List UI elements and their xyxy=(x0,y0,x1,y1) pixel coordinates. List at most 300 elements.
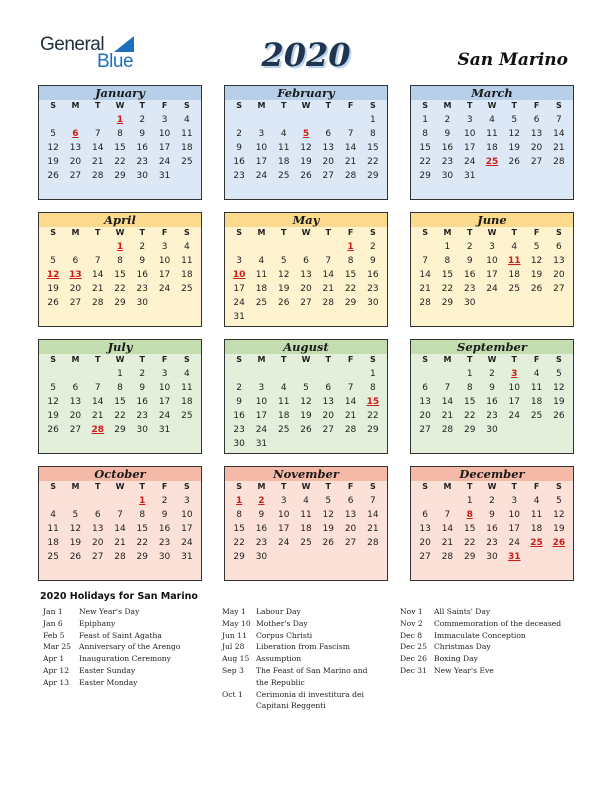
day-cell: 26 xyxy=(277,298,290,308)
day-cell: 7 xyxy=(422,256,428,266)
weekday-label: W xyxy=(487,228,497,237)
day-cell: 15 xyxy=(114,270,126,280)
day-cell: 19 xyxy=(47,284,59,294)
day-cell: 8 xyxy=(369,383,376,393)
day-cell: 1 xyxy=(422,115,428,125)
holiday-name: Epiphany xyxy=(79,618,116,628)
holiday-day-cell: 5 xyxy=(302,129,310,139)
day-cell: 8 xyxy=(117,256,123,266)
month-august xyxy=(224,339,388,454)
day-cell: 2 xyxy=(489,369,495,379)
day-cell: 16 xyxy=(367,270,379,280)
holiday-day-cell: 25 xyxy=(530,538,543,548)
day-cell: 11 xyxy=(277,143,290,153)
day-cell: 16 xyxy=(255,524,268,534)
day-cell: 4 xyxy=(183,242,190,252)
day-cell: 15 xyxy=(463,397,476,407)
month-july xyxy=(38,339,202,454)
day-cell: 15 xyxy=(233,524,245,534)
holiday-day-cell: 6 xyxy=(72,129,79,139)
day-cell: 17 xyxy=(277,524,290,534)
weekday-label: F xyxy=(533,355,540,364)
day-cell: 7 xyxy=(555,115,562,125)
day-cell: 23 xyxy=(463,284,476,294)
holiday-day-cell: 3 xyxy=(511,369,518,379)
day-cell: 30 xyxy=(367,298,379,308)
day-cell: 9 xyxy=(236,397,242,407)
day-cell: 31 xyxy=(181,552,193,562)
holiday-entry xyxy=(43,606,203,618)
day-cell: 12 xyxy=(553,510,565,520)
empty-day-cell xyxy=(87,367,109,381)
holiday-date: Aug 15 xyxy=(222,654,250,664)
weekday-label: T xyxy=(139,355,146,364)
weekday-label: T xyxy=(466,101,473,110)
holiday-name: Easter Sunday xyxy=(79,665,136,675)
weekday-label: T xyxy=(139,101,146,110)
day-cell: 30 xyxy=(136,298,148,308)
weekday-label: S xyxy=(422,355,429,364)
holiday-day-cell: 28 xyxy=(91,425,104,435)
holiday-entry xyxy=(400,665,575,677)
day-cell: 11 xyxy=(530,383,543,393)
holiday-date: Nov 1 xyxy=(400,607,423,616)
month-title: January xyxy=(39,86,201,100)
empty-day-cell xyxy=(109,494,131,508)
day-cell: 30 xyxy=(486,552,498,562)
holiday-day-cell: 25 xyxy=(485,157,499,167)
weekday-label: W xyxy=(487,355,497,364)
day-cell: 18 xyxy=(47,538,59,548)
holiday-day-cell: 15 xyxy=(366,397,380,407)
day-cell: 27 xyxy=(344,538,357,548)
day-cell: 3 xyxy=(183,496,190,506)
day-cell: 9 xyxy=(236,143,242,153)
day-grid xyxy=(225,367,387,451)
day-cell: 14 xyxy=(322,270,334,280)
day-cell: 4 xyxy=(533,496,540,506)
day-grid xyxy=(411,240,573,310)
weekday-label: M xyxy=(443,482,452,491)
day-cell: 29 xyxy=(367,425,379,435)
day-cell: 1 xyxy=(466,496,473,506)
holiday-entry xyxy=(222,618,380,630)
day-cell: 20 xyxy=(300,284,312,294)
weekday-label: T xyxy=(511,101,518,110)
day-cell: 21 xyxy=(419,284,431,294)
day-cell: 2 xyxy=(236,129,242,139)
day-cell: 30 xyxy=(136,425,148,435)
day-cell: 15 xyxy=(419,143,431,153)
empty-day-cell xyxy=(64,113,86,127)
day-cell: 7 xyxy=(444,510,451,520)
weekday-label: T xyxy=(139,482,146,491)
day-cell: 18 xyxy=(508,270,520,280)
day-cell: 22 xyxy=(463,538,476,548)
day-cell: 15 xyxy=(441,270,454,280)
day-cell: 21 xyxy=(441,538,454,548)
day-cell: 29 xyxy=(136,552,148,562)
weekday-label: S xyxy=(422,228,429,237)
holiday-day-cell: 12 xyxy=(46,270,60,280)
day-cell: 22 xyxy=(367,411,379,421)
day-cell: 6 xyxy=(72,383,79,393)
day-cell: 13 xyxy=(419,524,431,534)
day-cell: 14 xyxy=(114,524,126,534)
holiday-list-column-2 xyxy=(222,606,380,712)
country-name: San Marino xyxy=(457,50,568,70)
empty-day-cell xyxy=(64,240,86,254)
day-cell: 13 xyxy=(91,524,104,534)
day-cell: 17 xyxy=(158,143,171,153)
day-cell: 1 xyxy=(444,242,451,252)
empty-day-cell xyxy=(228,367,250,381)
month-title: June xyxy=(411,213,573,227)
day-cell: 11 xyxy=(255,270,268,280)
day-cell: 5 xyxy=(555,496,562,506)
empty-day-cell xyxy=(436,494,458,508)
day-cell: 27 xyxy=(300,298,312,308)
day-cell: 18 xyxy=(300,524,312,534)
empty-day-cell xyxy=(317,113,339,127)
weekday-label: S xyxy=(236,101,243,110)
day-cell: 13 xyxy=(322,143,334,153)
day-cell: 30 xyxy=(441,171,454,181)
day-grid xyxy=(39,367,201,437)
weekday-label: W xyxy=(301,101,311,110)
weekday-label: S xyxy=(369,101,376,110)
holiday-date: May 10 xyxy=(222,618,251,628)
day-cell: 15 xyxy=(136,524,148,534)
weekday-header xyxy=(225,481,387,493)
day-cell: 19 xyxy=(530,270,543,280)
empty-day-cell xyxy=(295,113,317,127)
holiday-day-cell: 11 xyxy=(508,256,521,266)
day-cell: 12 xyxy=(69,524,82,534)
day-cell: 6 xyxy=(347,496,354,506)
day-cell: 23 xyxy=(233,171,245,181)
weekday-label: W xyxy=(487,482,497,491)
day-cell: 8 xyxy=(444,256,451,266)
day-cell: 9 xyxy=(139,256,146,266)
holiday-date: May 1 xyxy=(222,607,246,616)
day-cell: 23 xyxy=(486,538,498,548)
holiday-date: Jan 1 xyxy=(43,607,63,616)
day-cell: 26 xyxy=(47,171,59,181)
day-cell: 7 xyxy=(117,510,123,520)
holiday-day-cell: 1 xyxy=(236,496,243,506)
holiday-entry xyxy=(400,618,575,630)
day-cell: 1 xyxy=(466,369,473,379)
day-cell: 28 xyxy=(344,425,357,435)
holiday-date: Oct 1 xyxy=(222,689,243,699)
holiday-day-cell: 1 xyxy=(116,115,124,125)
holiday-entry xyxy=(43,630,203,642)
weekday-label: M xyxy=(71,355,80,364)
empty-day-cell xyxy=(64,367,86,381)
day-cell: 6 xyxy=(325,129,332,139)
holiday-name: Assumption xyxy=(256,654,302,664)
day-cell: 1 xyxy=(369,369,376,379)
holiday-name: Labour Day xyxy=(256,607,301,616)
day-cell: 9 xyxy=(369,256,376,266)
day-cell: 14 xyxy=(419,270,431,280)
day-cell: 10 xyxy=(255,397,268,407)
empty-day-cell xyxy=(250,367,272,381)
day-cell: 28 xyxy=(114,552,126,562)
empty-day-cell xyxy=(339,367,361,381)
day-cell: 3 xyxy=(511,496,518,506)
day-cell: 19 xyxy=(553,524,565,534)
day-cell: 24 xyxy=(486,284,498,294)
day-cell: 8 xyxy=(466,383,473,393)
day-cell: 21 xyxy=(91,157,104,167)
month-title: April xyxy=(39,213,201,227)
month-title: May xyxy=(225,213,387,227)
holiday-entry xyxy=(222,665,380,689)
day-cell: 27 xyxy=(530,157,543,167)
day-cell: 4 xyxy=(489,115,495,125)
day-cell: 16 xyxy=(136,270,148,280)
day-cell: 22 xyxy=(367,157,379,167)
holiday-entry xyxy=(43,641,203,653)
month-title: November xyxy=(225,467,387,481)
weekday-label: F xyxy=(347,228,354,237)
weekday-header xyxy=(39,354,201,366)
day-cell: 5 xyxy=(303,383,309,393)
weekday-label: W xyxy=(301,355,311,364)
weekday-label: M xyxy=(71,482,80,491)
day-cell: 14 xyxy=(91,143,104,153)
day-cell: 9 xyxy=(466,256,473,266)
day-cell: 7 xyxy=(347,129,354,139)
weekday-header xyxy=(411,354,573,366)
weekday-label: S xyxy=(369,482,376,491)
day-cell: 8 xyxy=(117,383,123,393)
holiday-list-column-1 xyxy=(43,606,203,689)
holiday-date: Dec 26 xyxy=(400,654,427,664)
holiday-entry xyxy=(400,630,575,642)
day-cell: 18 xyxy=(181,270,193,280)
day-cell: 3 xyxy=(258,129,265,139)
holiday-day-cell: 10 xyxy=(232,270,246,280)
day-cell: 16 xyxy=(136,143,148,153)
empty-day-cell xyxy=(317,240,339,254)
day-cell: 17 xyxy=(255,411,268,421)
day-cell: 16 xyxy=(486,397,498,407)
day-cell: 15 xyxy=(114,143,126,153)
day-cell: 28 xyxy=(367,538,379,548)
empty-day-cell xyxy=(295,240,317,254)
day-cell: 16 xyxy=(233,411,245,421)
holiday-name: Corpus Christi xyxy=(256,630,313,640)
day-cell: 28 xyxy=(91,298,104,308)
day-cell: 18 xyxy=(181,143,193,153)
day-cell: 23 xyxy=(486,411,498,421)
day-cell: 5 xyxy=(511,115,518,125)
weekday-label: S xyxy=(183,355,190,364)
day-cell: 3 xyxy=(161,242,168,252)
holiday-name: Mother's Day xyxy=(256,618,308,628)
day-cell: 20 xyxy=(419,411,431,421)
day-cell: 17 xyxy=(463,143,476,153)
day-grid xyxy=(225,240,387,324)
month-title: February xyxy=(225,86,387,100)
holiday-list-column-3 xyxy=(400,606,575,677)
empty-day-cell xyxy=(228,113,250,127)
holiday-entry xyxy=(43,618,203,630)
day-grid xyxy=(39,494,201,564)
day-cell: 3 xyxy=(489,242,495,252)
day-cell: 10 xyxy=(158,383,171,393)
day-cell: 18 xyxy=(486,143,498,153)
day-cell: 24 xyxy=(181,538,193,548)
day-cell: 30 xyxy=(158,552,171,562)
day-cell: 4 xyxy=(511,242,518,252)
day-cell: 5 xyxy=(280,256,287,266)
day-cell: 21 xyxy=(367,524,379,534)
holiday-entry xyxy=(400,641,575,653)
day-grid xyxy=(225,113,387,183)
day-cell: 4 xyxy=(183,369,190,379)
day-cell: 12 xyxy=(47,143,59,153)
weekday-label: M xyxy=(71,228,80,237)
day-cell: 29 xyxy=(114,298,126,308)
day-cell: 28 xyxy=(322,298,334,308)
day-cell: 8 xyxy=(117,129,123,139)
weekday-label: W xyxy=(301,228,311,237)
day-cell: 20 xyxy=(322,411,334,421)
day-cell: 25 xyxy=(277,171,290,181)
day-cell: 14 xyxy=(91,270,104,280)
day-cell: 5 xyxy=(555,369,562,379)
weekday-label: F xyxy=(533,101,540,110)
day-cell: 5 xyxy=(50,256,56,266)
day-cell: 26 xyxy=(553,411,565,421)
empty-day-cell xyxy=(317,367,339,381)
holiday-date: Mar 25 xyxy=(43,642,72,652)
weekday-label: T xyxy=(280,482,287,491)
day-cell: 6 xyxy=(555,242,562,252)
day-cell: 23 xyxy=(441,157,454,167)
day-cell: 7 xyxy=(94,383,101,393)
day-cell: 15 xyxy=(344,270,357,280)
weekday-label: S xyxy=(369,355,376,364)
day-cell: 18 xyxy=(181,397,193,407)
empty-day-cell xyxy=(250,240,272,254)
month-title: October xyxy=(39,467,201,481)
day-cell: 11 xyxy=(277,397,290,407)
weekday-header xyxy=(39,100,201,112)
holiday-day-cell: 31 xyxy=(508,552,521,562)
weekday-header xyxy=(411,227,573,239)
day-grid xyxy=(411,113,573,183)
day-cell: 11 xyxy=(181,256,193,266)
day-cell: 23 xyxy=(255,538,268,548)
day-cell: 27 xyxy=(419,552,431,562)
day-cell: 18 xyxy=(277,411,290,421)
weekday-label: T xyxy=(325,101,332,110)
day-cell: 12 xyxy=(322,510,334,520)
holiday-name: Liberation from Fascism xyxy=(256,642,350,652)
day-cell: 2 xyxy=(444,115,451,125)
day-cell: 26 xyxy=(322,538,334,548)
holiday-name: All Saints' Day xyxy=(434,607,491,616)
day-cell: 5 xyxy=(325,496,332,506)
weekday-label: S xyxy=(236,355,243,364)
day-cell: 25 xyxy=(47,552,59,562)
day-cell: 22 xyxy=(344,284,357,294)
day-cell: 13 xyxy=(530,129,543,139)
day-cell: 17 xyxy=(508,397,520,407)
day-cell: 26 xyxy=(530,284,543,294)
day-cell: 19 xyxy=(322,524,334,534)
empty-day-cell xyxy=(87,113,109,127)
day-cell: 26 xyxy=(300,425,312,435)
day-cell: 24 xyxy=(277,538,290,548)
day-cell: 20 xyxy=(419,538,431,548)
weekday-label: T xyxy=(94,482,101,491)
day-cell: 3 xyxy=(161,369,168,379)
day-cell: 8 xyxy=(236,510,242,520)
holidays-title: 2020 Holidays for San Marino xyxy=(40,591,198,602)
day-cell: 26 xyxy=(69,552,82,562)
empty-day-cell xyxy=(228,240,250,254)
weekday-label: W xyxy=(115,228,125,237)
day-cell: 14 xyxy=(91,397,104,407)
day-cell: 28 xyxy=(344,171,357,181)
empty-day-cell xyxy=(87,494,109,508)
weekday-label: F xyxy=(347,101,354,110)
empty-day-cell xyxy=(42,113,64,127)
empty-day-cell xyxy=(436,367,458,381)
empty-day-cell xyxy=(273,367,295,381)
day-cell: 30 xyxy=(486,425,498,435)
month-september xyxy=(410,339,574,454)
day-cell: 2 xyxy=(369,242,376,252)
day-cell: 3 xyxy=(258,383,265,393)
day-cell: 19 xyxy=(508,143,520,153)
day-cell: 14 xyxy=(441,397,454,407)
weekday-label: T xyxy=(280,228,287,237)
day-cell: 11 xyxy=(47,524,59,534)
weekday-label: T xyxy=(94,228,101,237)
day-cell: 6 xyxy=(422,510,428,520)
month-february xyxy=(224,85,388,200)
day-cell: 25 xyxy=(530,411,543,421)
day-cell: 18 xyxy=(255,284,268,294)
weekday-label: S xyxy=(555,101,562,110)
weekday-label: F xyxy=(161,355,168,364)
day-cell: 23 xyxy=(367,284,379,294)
holiday-date: Dec 25 xyxy=(400,642,427,652)
day-cell: 6 xyxy=(533,115,540,125)
day-cell: 23 xyxy=(233,425,245,435)
day-cell: 5 xyxy=(50,383,56,393)
weekday-label: S xyxy=(183,101,190,110)
day-cell: 23 xyxy=(158,538,171,548)
weekday-label: S xyxy=(422,101,429,110)
day-cell: 14 xyxy=(367,510,379,520)
day-grid xyxy=(39,113,201,183)
day-cell: 30 xyxy=(463,298,476,308)
weekday-label: S xyxy=(183,228,190,237)
day-cell: 14 xyxy=(441,524,454,534)
day-cell: 10 xyxy=(508,383,520,393)
holiday-name: Boxing Day xyxy=(434,654,478,664)
day-cell: 17 xyxy=(486,270,498,280)
day-cell: 11 xyxy=(181,383,193,393)
